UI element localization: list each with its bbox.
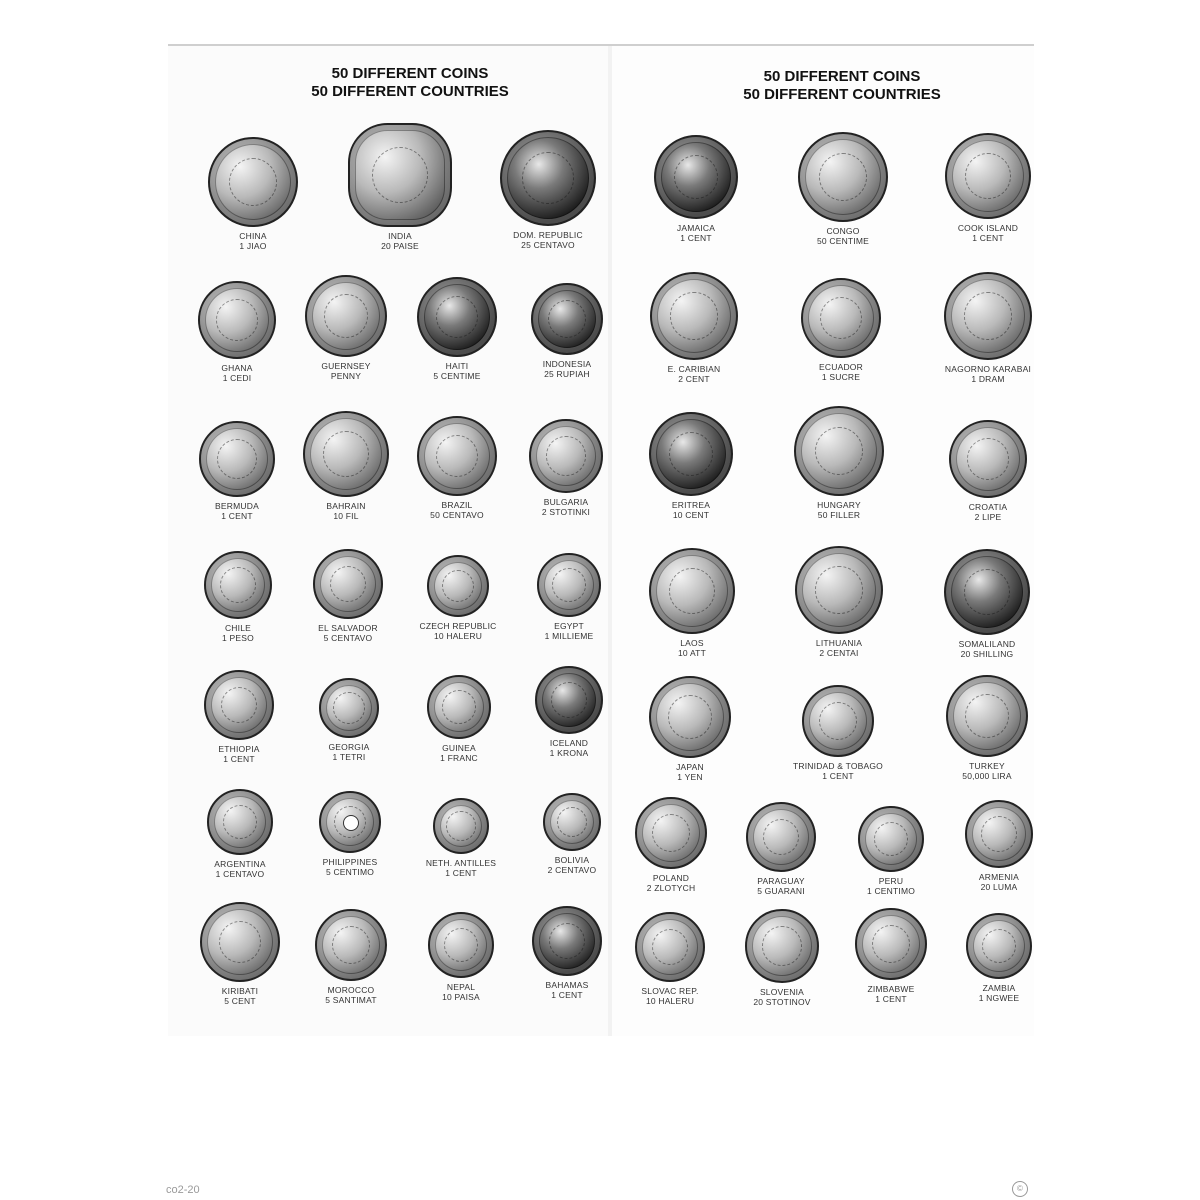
coin-denomination: 1 PESO (222, 633, 254, 643)
coin-denomination: 5 GUARANI (757, 886, 805, 896)
coin-caption (288, 623, 408, 643)
coin-denomination: 1 CENT (680, 233, 712, 243)
coin-caption (178, 623, 298, 643)
coin-caption (507, 980, 627, 1000)
coin-item (506, 419, 626, 559)
coin-caption (722, 987, 842, 1007)
coin-caption (289, 742, 409, 762)
coin-item (180, 902, 300, 1042)
coin-country: ZIMBABWE (867, 984, 915, 994)
coin-caption (397, 500, 517, 520)
coin-caption (507, 359, 627, 379)
coin-image (802, 685, 874, 757)
coin-denomination: 20 SHILLING (960, 649, 1014, 659)
coin-country: MOROCCO (327, 985, 375, 995)
coin-country: POLAND (652, 873, 690, 883)
coin-image (855, 908, 927, 980)
coin-image (319, 678, 379, 738)
coin-denomination: 10 PAISA (442, 992, 480, 1002)
coin-item (783, 132, 903, 272)
coin-image (944, 549, 1030, 635)
coin-country: TRINIDAD & TOBAGO (793, 761, 883, 771)
coin-image (417, 277, 497, 357)
coin-caption (778, 761, 898, 781)
coin-country: BRAZIL (441, 500, 473, 510)
coin-country: CROATIA (968, 502, 1008, 512)
coin-denomination: 1 TETRI (332, 752, 366, 762)
coin-caption (831, 876, 951, 896)
coin-image (305, 275, 387, 357)
coin-denomination: 10 FIL (333, 511, 359, 521)
coin-image (746, 802, 816, 872)
coin-denomination: 1 CENT (223, 754, 255, 764)
coin-image (204, 551, 272, 619)
coin-image (650, 272, 738, 360)
coin-country: CONGO (826, 226, 860, 236)
coin-image (949, 420, 1027, 498)
coin-country: ICELAND (549, 738, 589, 748)
coin-denomination: 50 CENTAVO (430, 510, 484, 520)
coin-country: CZECH REPUBLIC (419, 621, 497, 631)
coin-caption (928, 502, 1048, 522)
coin-image (945, 133, 1031, 219)
coin-country: TURKEY (969, 761, 1005, 771)
coin-image (315, 909, 387, 981)
coin-denomination: 1 MILLIEME (544, 631, 594, 641)
coin-denomination: 1 CENT (875, 994, 907, 1004)
coin-item (401, 912, 521, 1052)
coin-item (722, 909, 842, 1049)
coin-denomination: 1 CENTAVO (215, 869, 265, 879)
coin-country: KIRIBATI (221, 986, 259, 996)
coin-item (177, 281, 297, 421)
coin-item (286, 275, 406, 415)
coin-country: GUINEA (442, 743, 476, 753)
coin-caption (781, 362, 901, 382)
coin-country: ETHIOPIA (218, 744, 260, 754)
coin-denomination: 1 NGWEE (978, 993, 1020, 1003)
coin-item (177, 421, 297, 561)
left-heading-line2: 50 DIFFERENT COUNTRIES (311, 83, 509, 100)
coin-country: EL SALVADOR (318, 623, 378, 633)
coin-denomination: 1 FRANC (440, 753, 478, 763)
coin-denomination: 2 CENTAI (819, 648, 859, 658)
coin-country: JAMAICA (676, 223, 716, 233)
coin-item (779, 406, 899, 546)
coin-item (507, 283, 627, 423)
coin-denomination: 10 HALERU (645, 996, 695, 1006)
coin-country: SLOVAC REP. (641, 986, 699, 996)
coin-denomination: 50 FILLER (817, 510, 861, 520)
coin-caption (177, 501, 297, 521)
coin-item (509, 666, 629, 806)
coin-item (831, 908, 951, 1048)
coin-image (348, 123, 452, 227)
coin-item (928, 272, 1048, 412)
coin-denomination: 25 RUPIAH (544, 369, 590, 379)
coin-caption (939, 872, 1059, 892)
right-page-heading (722, 68, 962, 104)
coin-image (531, 283, 603, 355)
coin-image (543, 793, 601, 851)
coin-denomination: 50 CENTIME (816, 236, 870, 246)
coin-denomination: 1 CENT (822, 771, 854, 781)
coin-denomination: 10 CENT (672, 510, 710, 520)
coin-country: BAHAMAS (545, 980, 589, 990)
coin-item (636, 135, 756, 275)
coin-denomination: 20 PAISE (381, 241, 419, 251)
coin-denomination: 1 CEDI (222, 373, 252, 383)
coin-image (944, 272, 1032, 360)
coin-item (927, 675, 1047, 815)
coin-caption (398, 621, 518, 641)
coin-image (313, 549, 383, 619)
coin-image (532, 906, 602, 976)
coin-caption (401, 858, 521, 878)
coin-item (928, 420, 1048, 560)
coin-image (649, 676, 731, 758)
coin-denomination: 1 YEN (677, 772, 703, 782)
coin-country: JAPAN (676, 762, 704, 772)
coin-image (199, 421, 275, 497)
coin-caption (488, 230, 608, 250)
coin-country: BOLIVIA (554, 855, 590, 865)
coin-denomination: 2 STOTINKI (541, 507, 591, 517)
coin-denomination: 1 CENT (972, 233, 1004, 243)
coin-country: GEORGIA (328, 742, 370, 752)
coin-caption (632, 638, 752, 658)
coin-image (204, 670, 274, 740)
coin-caption (779, 638, 899, 658)
coin-country: ZAMBIA (982, 983, 1016, 993)
coin-image (946, 675, 1028, 757)
coin-country: E. CARIBIAN (667, 364, 721, 374)
coin-caption (831, 984, 951, 1004)
footer-code: co2-20 (166, 1184, 200, 1196)
copyright-circle-icon: © (1012, 1181, 1028, 1197)
coin-caption (401, 982, 521, 1002)
coin-image (858, 806, 924, 872)
coin-denomination: 50,000 LIRA (962, 771, 1012, 781)
coin-country: GHANA (221, 363, 253, 373)
coin-image (207, 789, 273, 855)
coin-country: HAITI (445, 361, 469, 371)
coin-item (399, 675, 519, 815)
coin-country: BULGARIA (543, 497, 589, 507)
coin-caption (397, 361, 517, 381)
coin-item (288, 549, 408, 689)
coin-denomination: 1 CENT (551, 990, 583, 1000)
coin-image (795, 546, 883, 634)
coin-item (286, 411, 406, 551)
coin-country: INDONESIA (542, 359, 592, 369)
coin-country: NEPAL (446, 982, 476, 992)
coin-image (801, 278, 881, 358)
coin-image (427, 555, 489, 617)
coin-country: CHILE (224, 623, 252, 633)
coin-caption (179, 744, 299, 764)
right-heading-line2: 50 DIFFERENT COUNTRIES (743, 86, 941, 103)
right-heading-line1: 50 DIFFERENT COINS (763, 68, 921, 85)
coin-caption (634, 364, 754, 384)
coin-country: CHINA (239, 231, 267, 241)
coin-image (427, 675, 491, 739)
coin-caption (779, 500, 899, 520)
coin-caption (506, 497, 626, 517)
coin-caption (509, 621, 629, 641)
coin-image (428, 912, 494, 978)
coin-denomination: 2 LIPE (974, 512, 1002, 522)
coin-country: SOMALILAND (958, 639, 1016, 649)
coin-country: PARAGUAY (757, 876, 805, 886)
coin-item (193, 137, 313, 277)
coin-country: HUNGARY (817, 500, 861, 510)
coin-image (635, 912, 705, 982)
coin-image (529, 419, 603, 493)
coin-image (200, 902, 280, 982)
coin-image (966, 913, 1032, 979)
coin-item (397, 277, 517, 417)
coin-image (417, 416, 497, 496)
coin-caption (193, 231, 313, 251)
coin-denomination: 20 LUMA (980, 882, 1018, 892)
coin-item (928, 133, 1048, 273)
coin-denomination: PENNY (330, 371, 362, 381)
coin-image (798, 132, 888, 222)
coin-item (634, 272, 754, 412)
coin-country: EGYPT (554, 621, 584, 631)
coin-image (198, 281, 276, 359)
coin-caption (177, 363, 297, 383)
coin-country: ERITREA (671, 500, 711, 510)
coin-denomination: 5 SANTIMAT (325, 995, 377, 1005)
coin-country: ECUADOR (819, 362, 863, 372)
coin-country: NAGORNO KARABAI (944, 364, 1032, 374)
coin-denomination: 1 CENT (445, 868, 477, 878)
coin-caption (286, 501, 406, 521)
coin-caption (340, 231, 460, 251)
coin-item (507, 906, 627, 1046)
coin-country: SLOVENIA (759, 987, 805, 997)
coin-item (397, 416, 517, 556)
coin-country: GUERNSEY (321, 361, 371, 371)
coin-image (537, 553, 601, 617)
coin-denomination: 5 CENTIME (433, 371, 481, 381)
coin-denomination: 20 STOTINOV (753, 997, 811, 1007)
coin-item (630, 676, 750, 816)
coin-denomination: 2 CENT (678, 374, 710, 384)
coin-caption (721, 876, 841, 896)
coin-denomination: 1 CENT (221, 511, 253, 521)
coin-caption (636, 223, 756, 243)
left-page-heading (290, 65, 530, 101)
coin-denomination: 2 ZLOTYCH (646, 883, 696, 893)
coin-denomination: 25 CENTAVO (521, 240, 575, 250)
coin-caption (939, 983, 1059, 1003)
coin-caption (290, 857, 410, 877)
coin-caption (610, 986, 730, 1006)
coin-caption (783, 226, 903, 246)
coin-country: LITHUANIA (815, 638, 863, 648)
coin-caption (509, 738, 629, 758)
coin-item (340, 123, 460, 263)
coin-denomination: 1 DRAM (971, 374, 1005, 384)
coin-image (649, 412, 733, 496)
coin-caption (928, 364, 1048, 384)
coin-country: INDIA (388, 231, 412, 241)
coin-denomination: 1 KRONA (549, 748, 589, 758)
left-heading-line1: 50 DIFFERENT COINS (331, 65, 489, 82)
coin-image (208, 137, 298, 227)
coin-item (398, 555, 518, 695)
coin-country: ARMENIA (978, 872, 1020, 882)
coin-image (319, 791, 381, 853)
coin-country: COOK ISLAND (957, 223, 1019, 233)
coin-image (433, 798, 489, 854)
coin-denomination: 5 CENTAVO (323, 633, 373, 643)
coin-denomination: 10 ATT (678, 648, 706, 658)
coin-country: DOM. REPUBLIC (513, 230, 583, 240)
coin-item (610, 912, 730, 1052)
coin-country: ARGENTINA (214, 859, 266, 869)
coin-denomination: 5 CENTIMO (325, 867, 375, 877)
coin-caption (927, 639, 1047, 659)
coin-country: LAOS (680, 638, 704, 648)
coin-item (939, 913, 1059, 1053)
coin-item (291, 909, 411, 1049)
coin-denomination: 5 CENT (224, 996, 256, 1006)
coin-caption (630, 762, 750, 782)
coin-item (632, 548, 752, 688)
coin-denomination: 10 HALERU (433, 631, 483, 641)
coin-image (649, 548, 735, 634)
coin-country: BERMUDA (215, 501, 259, 511)
coin-caption (291, 985, 411, 1005)
coin-caption (928, 223, 1048, 243)
coin-item (488, 130, 608, 270)
coin-caption (611, 873, 731, 893)
coin-image (654, 135, 738, 219)
coin-item (779, 546, 899, 686)
coin-image (745, 909, 819, 983)
coin-image (303, 411, 389, 497)
coin-denomination: 1 SUCRE (821, 372, 861, 382)
coin-caption (286, 361, 406, 381)
coin-item (781, 278, 901, 418)
coin-caption (927, 761, 1047, 781)
coin-image (500, 130, 596, 226)
coin-caption (631, 500, 751, 520)
coin-caption (180, 986, 300, 1006)
coin-image (635, 797, 707, 869)
coin-image (535, 666, 603, 734)
coin-caption (180, 859, 300, 879)
coin-caption (399, 743, 519, 763)
coin-denomination: 1 JIAO (239, 241, 267, 251)
coin-country: PHILIPPINES (322, 857, 378, 867)
coin-country: PERU (878, 876, 904, 886)
coin-country: BAHRAIN (326, 501, 366, 511)
coin-denomination: 2 CENTAVO (547, 865, 597, 875)
coin-denomination: 1 CENTIMO (866, 886, 916, 896)
coin-image (965, 800, 1033, 868)
coin-image (794, 406, 884, 496)
coin-item (927, 549, 1047, 689)
coin-item (631, 412, 751, 552)
coin-country: NETH. ANTILLES (425, 858, 497, 868)
